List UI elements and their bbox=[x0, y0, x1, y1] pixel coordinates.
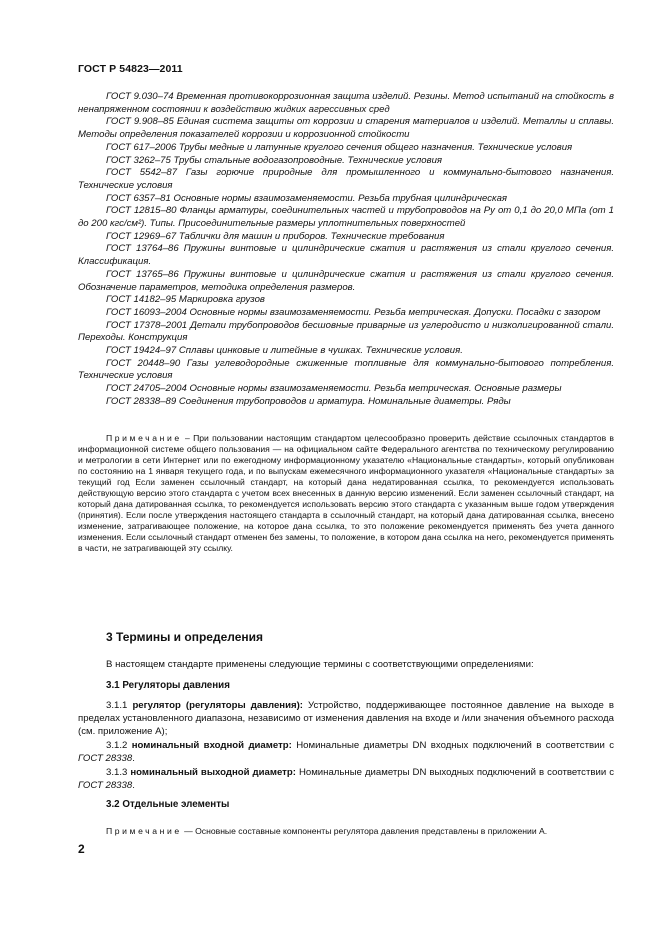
note-text: — Основные составные компоненты регулятора давления представлены в приложении А. bbox=[181, 826, 548, 836]
reference-item: ГОСТ 6357–81 Основные нормы взаимозаменяемости. Резьба трубная цилиндрическая bbox=[106, 192, 508, 204]
term-number: 3.1.1 bbox=[106, 700, 133, 711]
reference-item: ГОСТ 14182–95 Маркировка грузов bbox=[106, 294, 265, 306]
reference-item: ГОСТ 20448–90 Газы углеводородные сжиженные топливные для коммунально-бытового потребления. Технические условия bbox=[78, 357, 614, 382]
term-3-1-1 bbox=[78, 699, 614, 738]
term-name: номинальный входной диаметр: bbox=[131, 740, 292, 751]
references-note bbox=[78, 433, 614, 555]
term-3-1-3: 3.1.3 номинальный выходной диаметр: Номинальные диаметры DN выходных подключений в соответствии с ГОСТ 28338. bbox=[78, 767, 615, 791]
term-3-1-2: 3.1.2 номинальный входной диаметр: Номинальные диаметры DN входных подключений в соответствии с ГОСТ 28338. bbox=[78, 740, 614, 764]
reference-item: ГОСТ 9.908–85 Единая система защиты от коррозии и старения материалов и изделий. Металлы и сплавы. Методы определения показателей коррозии и коррозионной стойкости bbox=[78, 116, 614, 141]
reference-item: ГОСТ 24705–2004 Основные нормы взаимозаменяемости. Резьба метрическая. Основные размеры bbox=[106, 383, 562, 395]
term-name: номинальный выходной диаметр: bbox=[130, 767, 296, 778]
reference-item: ГОСТ 19424–97 Сплавы цинковые и литейные в чушках. Технические условия. bbox=[106, 345, 463, 357]
term-definition: Номинальные диаметры DN входных подключений в соответствии с bbox=[291, 740, 614, 751]
reference-item: ГОСТ 12815–80 Фланцы арматуры, соединительных частей и трубопроводов на Pу от 0,1 до 20,0 МПа (от 1 до 200 кгс/см²). Типы. Присоединительные размеры уплотнительных поверхностей bbox=[78, 205, 614, 230]
reference-item: ГОСТ 28338–89 Соединения трубопроводов и арматура. Номинальные диаметры. Ряды bbox=[106, 395, 511, 407]
term-name: регулятор (регуляторы давления): bbox=[132, 700, 303, 711]
document-header: ГОСТ Р 54823—2011 bbox=[78, 63, 183, 75]
reference-item: ГОСТ 13765–86 Пружины винтовые и цилиндрические сжатия и растяжения из стали круглого сечения. Обозначение параметров, методика определения размеров. bbox=[78, 268, 614, 293]
reference-item: ГОСТ 16093–2004 Основные нормы взаимозаменяемости. Резьба метрическая. Допуски. Посадки с зазором bbox=[106, 306, 601, 318]
reference-item: ГОСТ 617–2006 Трубы медные и латунные круглого сечения общего назначения. Технические условия bbox=[106, 141, 573, 153]
subsection-title-pressure-regulators: 3.1 Регуляторы давления bbox=[106, 680, 230, 691]
term-definition: Номинальные диаметры DN выходных подключений в соответствии с bbox=[295, 767, 615, 778]
term-number: 3.1.3 bbox=[106, 767, 131, 778]
reference-item: ГОСТ 13764–86 Пружины винтовые и цилиндрические сжатия и растяжения из стали круглого сечения. Классификация. bbox=[78, 243, 614, 268]
term-definition: Устройство, поддерживающее постоянное давление на выходе в пределах установленного диапазона, независимо от изменения давления на входе и /или значения объемного расхода (см. приложение А); bbox=[78, 700, 615, 737]
note-label: Примечание bbox=[106, 826, 182, 836]
note-text: – При пользовании настоящим стандартом целесообразно проверить действие ссылочных стандартов в информационной системе общего пользования — на официальном сайте Федерального агентства по техническому регулированию и метрологии в сети Интернет или по ежегодному информационному указателю «Национальные стандарты», который опубликован по состоянию на 1 января текущего года, и по выпускам ежемесячного информационного указателя «Национальные стандарты» за текущий год Если заменен ссылочный стандарт, на который дана недатированная ссылка, то рекомендуется использовать действующую версию этого стандарта с учетом всех внесенных в данную версию изменений. Если заменен ссылочный стандарт, на который дана датированная ссылка, то рекомендуется использовать версию этого стандарта с указанным выше годом утверждения (принятия). Если после утверждения настоящего стандарта в ссылочный стандарт, на который дана датированная ссылка, внесено изменение, затрагивающее положение, на которое дана ссылка, то это положение рекомендуется применять без учета данного изменения. Если ссылочный стандарт отменен без замены, то положение, в котором дана ссылка на него, рекомендуется применять в части, не затрагивающей эту ссылку. bbox=[78, 433, 614, 554]
page-number: 2 bbox=[78, 842, 85, 856]
section-title: 3 Термины и определения bbox=[106, 630, 264, 644]
note-label: Примечание bbox=[106, 433, 182, 443]
elements-note bbox=[106, 826, 616, 837]
section-intro: В настоящем стандарте применены следующие термины с соответствующими определениями: bbox=[106, 659, 534, 670]
reference-item: ГОСТ 17378–2001 Детали трубопроводов бесшовные приварные из углеродисто и низколигированной стали. Переходы. Конструкция bbox=[78, 319, 614, 344]
term-number: 3.1.2 bbox=[106, 740, 132, 751]
reference-item: ГОСТ 9.030–74 Временная противокоррозионная защита изделий. Резины. Метод испытаний на стойкость в ненапряженном состоянии к воздействию жидких агрессивных сред bbox=[78, 91, 614, 115]
subsection-title-separate-elements: 3.2 Отдельные элементы bbox=[106, 799, 230, 810]
term-reference: ГОСТ 28338 bbox=[78, 753, 133, 764]
reference-item: ГОСТ 5542–87 Газы горючие природные для промышленного и коммунально-бытового назначения. Технические условия bbox=[78, 167, 614, 191]
term-reference: ГОСТ 28338 bbox=[78, 780, 133, 791]
reference-item: ГОСТ 12969–67 Таблички для машин и приборов. Технические требования bbox=[106, 230, 445, 242]
normative-references-list bbox=[78, 91, 614, 409]
reference-item: ГОСТ 3262–75 Трубы стальные водогазопроводные. Технические условия bbox=[106, 154, 443, 166]
